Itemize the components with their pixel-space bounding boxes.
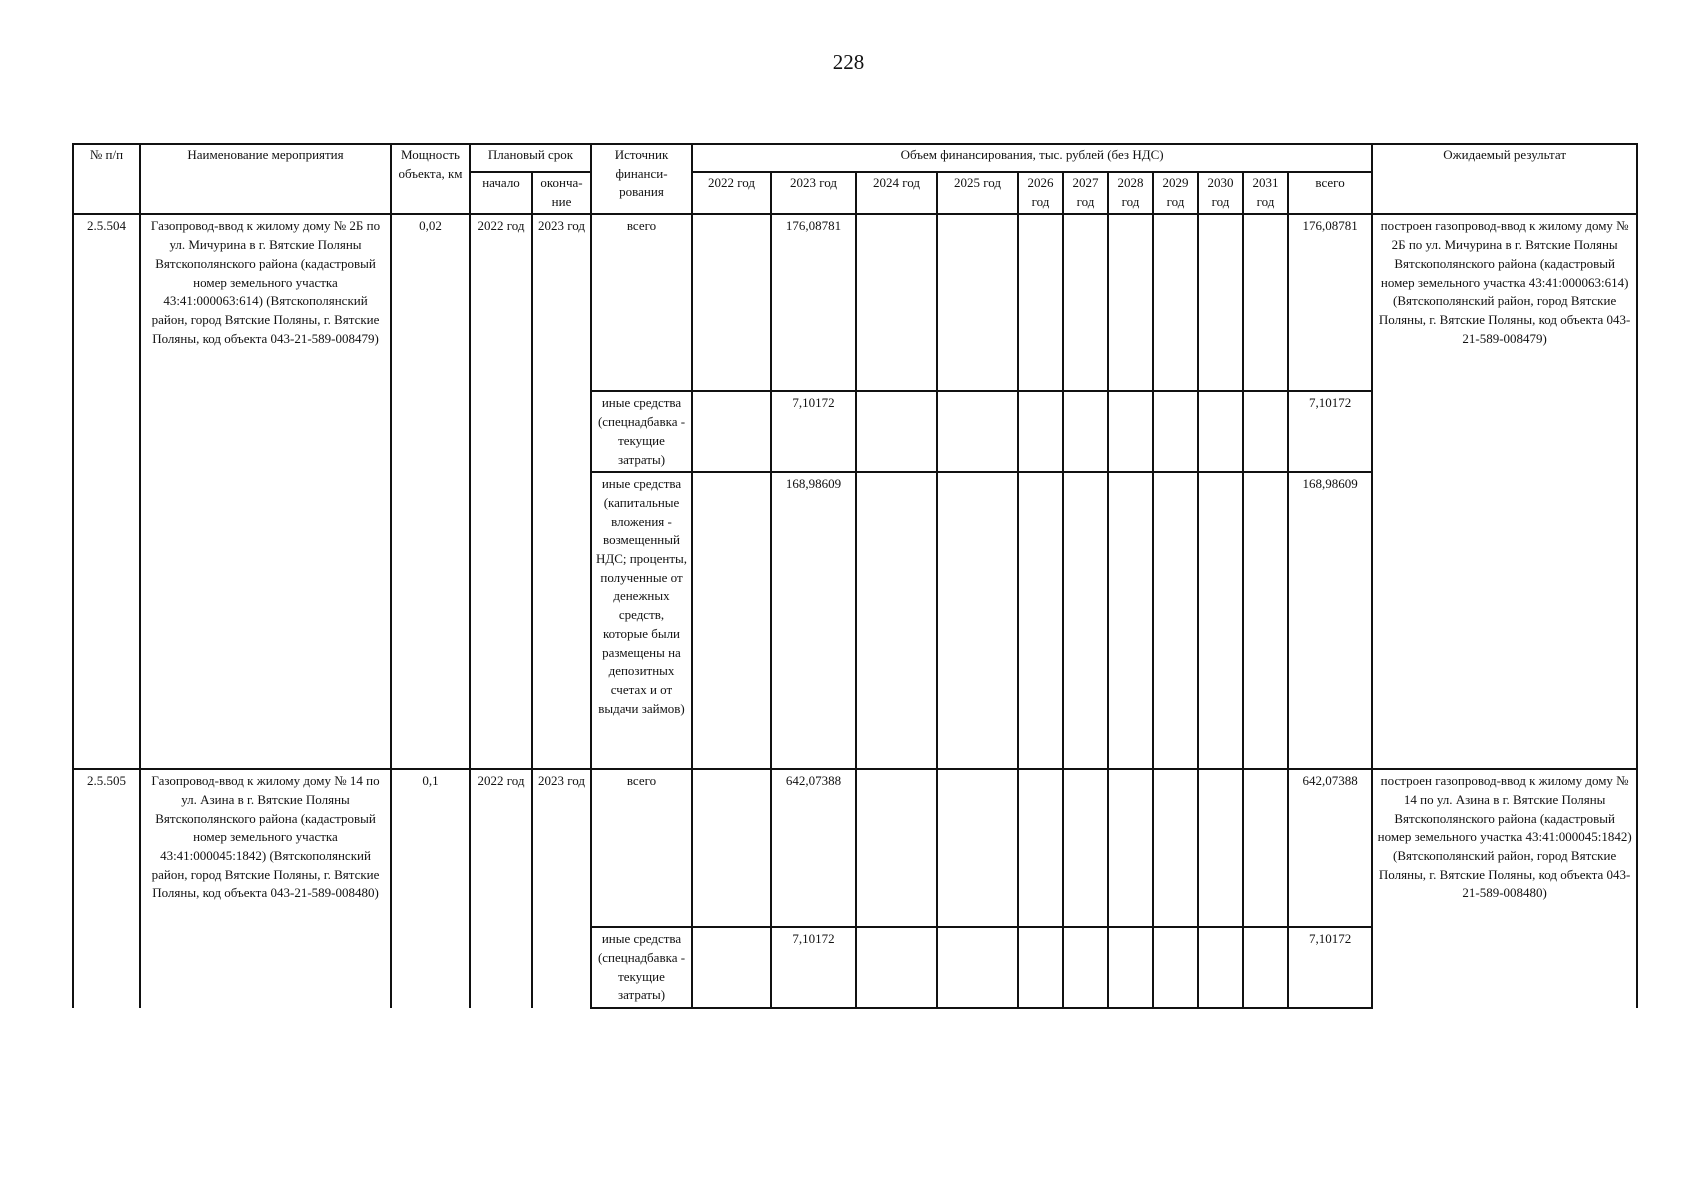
row-num: 2.5.505 (73, 769, 140, 1008)
header-capacity: Мощность объекта, км (391, 144, 470, 214)
value-2029 (1153, 769, 1198, 927)
value-2030 (1198, 927, 1243, 1008)
source-name: всего (591, 214, 692, 391)
row-capacity: 0,1 (391, 769, 470, 1008)
value-2023: 7,10172 (771, 391, 856, 472)
header-start: начало (470, 172, 532, 214)
value-2025 (937, 391, 1018, 472)
value-2027 (1063, 472, 1108, 769)
value-2026 (1018, 927, 1063, 1008)
header-funding: Объем финансирования, тыс. рублей (без НДС) (692, 144, 1372, 172)
value-2028 (1108, 214, 1153, 391)
value-2026 (1018, 214, 1063, 391)
header-planned-term: Плановый срок (470, 144, 591, 172)
value-2031 (1243, 769, 1288, 927)
value-2024 (856, 769, 937, 927)
value-total: 642,07388 (1288, 769, 1372, 927)
value-2028 (1108, 472, 1153, 769)
value-2027 (1063, 391, 1108, 472)
header-year-2023: 2023 год (771, 172, 856, 214)
row-start: 2022 год (470, 769, 532, 1008)
value-2022 (692, 927, 771, 1008)
value-2031 (1243, 927, 1288, 1008)
row-name: Газопровод-ввод к жилому дому № 14 по ул. Азина в г. Вятские Поляны Вятскополянского района (кадастровый номер земельного участка 43:41:000045:1842) (Вятскополянский район, город Вятские Поляны, г. Вятские Поляны, код объекта 043-21-589-008480) (140, 769, 391, 1008)
value-2025 (937, 769, 1018, 927)
row-num: 2.5.504 (73, 214, 140, 769)
header-year-2027: 2027 год (1063, 172, 1108, 214)
source-name: всего (591, 769, 692, 927)
header-num: № п/п (73, 144, 140, 214)
value-2028 (1108, 391, 1153, 472)
value-2030 (1198, 214, 1243, 391)
value-total: 176,08781 (1288, 214, 1372, 391)
value-2023: 7,10172 (771, 927, 856, 1008)
value-total: 7,10172 (1288, 927, 1372, 1008)
row-capacity: 0,02 (391, 214, 470, 769)
value-2029 (1153, 214, 1198, 391)
header-year-2030: 2030 год (1198, 172, 1243, 214)
value-2026 (1018, 769, 1063, 927)
row-start: 2022 год (470, 214, 532, 769)
value-2023: 642,07388 (771, 769, 856, 927)
row-end: 2023 год (532, 769, 591, 1008)
value-2027 (1063, 214, 1108, 391)
value-2025 (937, 214, 1018, 391)
value-total: 168,98609 (1288, 472, 1372, 769)
row-result: построен газопровод-ввод к жилому дому № 14 по ул. Азина в г. Вятские Поляны Вятскополянского района (кадастровый номер земельного участка 43:41:000045:1842) (Вятскополянский район, город Вятские Поляны, г. Вятские Поляны, код объекта 043-21-589-008480) (1372, 769, 1637, 1008)
value-2022 (692, 214, 771, 391)
header-year-2024: 2024 год (856, 172, 937, 214)
value-2024 (856, 927, 937, 1008)
value-2030 (1198, 769, 1243, 927)
header-year-2022: 2022 год (692, 172, 771, 214)
value-2022 (692, 769, 771, 927)
value-2027 (1063, 769, 1108, 927)
value-2027 (1063, 927, 1108, 1008)
header-source: Источник финанси-рования (591, 144, 692, 214)
value-2031 (1243, 472, 1288, 769)
value-total: 7,10172 (1288, 391, 1372, 472)
header-name: Наименование мероприятия (140, 144, 391, 214)
funding-table (72, 143, 1638, 1009)
value-2022 (692, 472, 771, 769)
value-2023: 168,98609 (771, 472, 856, 769)
value-2026 (1018, 391, 1063, 472)
value-2030 (1198, 391, 1243, 472)
value-2031 (1243, 214, 1288, 391)
header-result: Ожидаемый результат (1372, 144, 1637, 214)
value-2022 (692, 391, 771, 472)
header-year-2026: 2026 год (1018, 172, 1063, 214)
header-year-2025: 2025 год (937, 172, 1018, 214)
source-name: иные средства (спецнадбавка - текущие затраты) (591, 927, 692, 1008)
value-2025 (937, 927, 1018, 1008)
source-name: иные средства (капитальные вложения - возмещенный НДС; проценты, полученные от денежных средств, которые были размещены на депозитных счетах и от выдачи займов) (591, 472, 692, 769)
value-2024 (856, 214, 937, 391)
value-2024 (856, 391, 937, 472)
header-total: всего (1288, 172, 1372, 214)
value-2029 (1153, 472, 1198, 769)
value-2024 (856, 472, 937, 769)
header-year-2028: 2028 год (1108, 172, 1153, 214)
header-end: оконча-ние (532, 172, 591, 214)
row-end: 2023 год (532, 214, 591, 769)
header-year-2029: 2029 год (1153, 172, 1198, 214)
value-2029 (1153, 391, 1198, 472)
value-2028 (1108, 927, 1153, 1008)
page-number: 228 (832, 50, 865, 74)
value-2023: 176,08781 (771, 214, 856, 391)
value-2026 (1018, 472, 1063, 769)
row-name: Газопровод-ввод к жилому дому № 2Б по ул. Мичурина в г. Вятские Поляны Вятскополянского района (кадастровый номер земельного участка 43:41:000063:614) (Вятскополянский район, город Вятские Поляны, г. Вятские Поляны, код объекта 043-21-589-008479) (140, 214, 391, 769)
value-2029 (1153, 927, 1198, 1008)
source-name: иные средства (спецнадбавка - текущие затраты) (591, 391, 692, 472)
row-result: построен газопровод-ввод к жилому дому № 2Б по ул. Мичурина в г. Вятские Поляны Вятскополянского района (кадастровый номер земельного участка 43:41:000063:614) (Вятскополянский район, город Вятские Поляны, г. Вятские Поляны, код объекта 043-21-589-008479) (1372, 214, 1637, 769)
value-2025 (937, 472, 1018, 769)
value-2030 (1198, 472, 1243, 769)
header-year-2031: 2031 год (1243, 172, 1288, 214)
value-2031 (1243, 391, 1288, 472)
value-2028 (1108, 769, 1153, 927)
